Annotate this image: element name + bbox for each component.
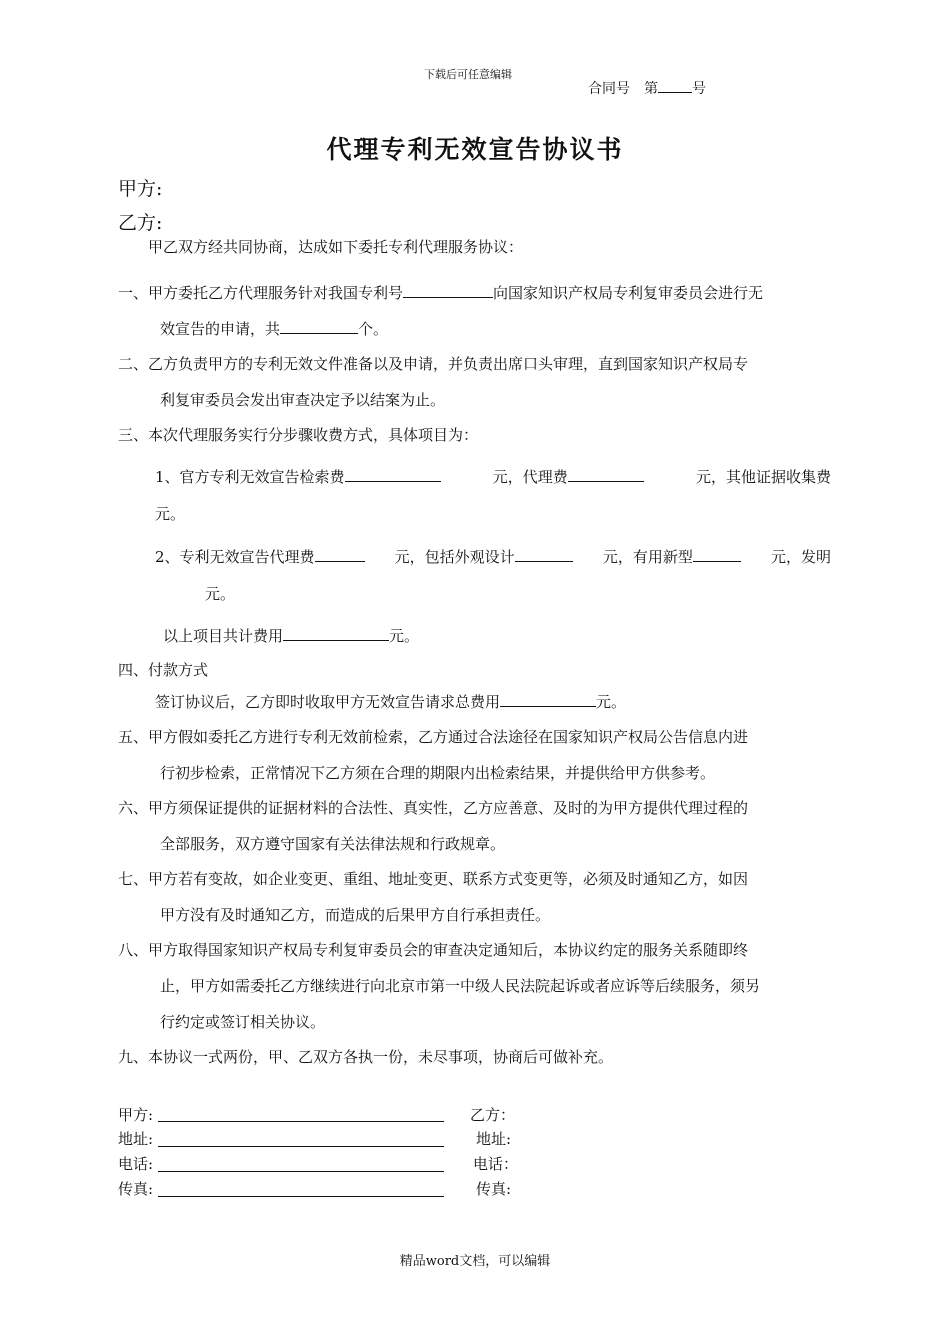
search-fee-blank [345,469,441,482]
clause-3-item-2 [155,546,831,567]
design-fee-blank [515,549,573,562]
document-title: 代理专利无效宣告协议书 [326,135,624,164]
evidence-fee-label: 元，其他证据收集费 [695,468,831,486]
clause-9-line-1: 九、本协议一式两份，甲、乙双方各执一份，未尽事项，协商后可做补充。 [118,1048,614,1066]
invalidation-fee-text: 2、专利无效宣告代理费 [155,548,315,566]
contract-number-prefix: 合同号 第 [588,81,658,97]
clause-5-line-2: 行初步检索，正常情况下乙方须在合理的期限内出检索结果，并提供给甲方供参考。 [160,764,716,782]
clause-7-line-1: 七、甲方若有变故，如企业变更、重组、地址变更、联系方式变更等，必须及时通知乙方，如因 [118,870,749,888]
party-a-label: 甲方: [118,178,163,200]
sign-party-a-line [158,1121,444,1122]
clause-4-line-2 [155,691,626,712]
search-fee-label [155,466,441,487]
contract-number [588,78,706,98]
sign-fax-b-label: 传真: [476,1180,512,1198]
count-blank [280,321,358,334]
clause-2-line-2: 利复审委员会发出审查决定予以结案为止。 [160,391,446,409]
clause-1-text-c: 效宣告的申请，共 [160,320,281,338]
agency-fee-label [493,466,644,487]
sign-address-a-label: 地址: [118,1130,154,1148]
payment-blank [500,694,596,707]
footer-note: 精品word文档，可以编辑 [399,1254,551,1269]
clause-1-text-b: 向国家知识产权局专利复审委员会进行无 [493,284,764,302]
sign-fax-a-label: 传真: [118,1180,154,1198]
search-fee-text: 1、官方专利无效宣告检索费 [155,468,345,486]
clause-1-line-1 [118,282,763,303]
utility-fee-text: 元，有用新型 [602,548,693,566]
clause-3-total [163,625,419,646]
invalidation-fee-blank [315,549,365,562]
clause-1-text-d: 个。 [358,320,389,338]
invalidation-fee-label [155,546,365,567]
agency-fee-blank [568,469,644,482]
design-fee-text: 元，包括外观设计 [394,548,515,566]
clause-8-line-3: 行约定或签订相关协议。 [160,1013,326,1031]
clause-6-line-1: 六、甲方须保证提供的证据材料的合法性、真实性，乙方应善意、及时的为甲方提供代理过程的 [118,799,749,817]
sign-phone-a-line [158,1171,444,1172]
clause-8-line-2: 止，甲方如需委托乙方继续进行向北京市第一中级人民法院起诉或者应诉等后续服务，须另 [160,977,761,995]
payment-unit: 元。 [596,693,627,711]
sign-address-b-label: 地址: [476,1130,512,1148]
agency-fee-text: 元，代理费 [492,468,568,486]
clause-3-line-1: 三、本次代理服务实行分步骤收费方式，具体项目为： [118,426,479,444]
utility-fee-label [603,546,741,567]
total-fee-text: 以上项目共计费用 [163,627,284,645]
clause-8-line-1: 八、甲方取得国家知识产权局专利复审委员会的审查决定通知后，本协议约定的服务关系随即终 [118,941,749,959]
sign-phone-b-label: 电话： [473,1155,519,1173]
clause-1-line-2 [160,318,388,339]
contract-number-blank [658,80,692,93]
utility-fee-blank [693,549,741,562]
total-fee-blank [283,628,389,641]
clause-5-line-1: 五、甲方假如委托乙方进行专利无效前检索，乙方通过合法途径在国家知识产权局公告信息内进 [118,728,749,746]
intro-text: 甲乙双方经共同协商，达成如下委托专利代理服务协议： [148,238,524,256]
total-fee-unit: 元。 [389,627,420,645]
clause-3-item-1 [155,466,831,487]
clause-4-line-1: 四、付款方式 [118,661,209,679]
header-note: 下载后可任意编辑 [424,68,512,81]
patent-number-blank [403,285,493,298]
design-fee-label [395,546,573,567]
clause-2-line-1: 二、乙方负责甲方的专利无效文件准备以及申请，并负责出席口头审理，直到国家知识产权局专 [118,355,749,373]
sign-phone-a-label: 电话: [118,1155,154,1173]
clause-1-text-a: 一、甲方委托乙方代理服务针对我国专利号 [118,284,404,302]
sign-fax-a-line [158,1196,444,1197]
clause-3-item-2-end: 元。 [205,585,236,603]
payment-text: 签订协议后，乙方即时收取甲方无效宣告请求总费用 [155,693,501,711]
sign-party-b-label: 乙方： [470,1106,516,1124]
clause-6-line-2: 全部服务，双方遵守国家有关法律法规和行政规章。 [160,835,506,853]
contract-number-suffix: 号 [692,81,706,97]
invention-fee-label: 元，发明 [770,548,831,566]
clause-3-item-1-end: 元。 [155,505,186,523]
sign-address-a-line [158,1146,444,1147]
sign-party-a-label: 甲方: [118,1106,154,1124]
party-b-label: 乙方: [118,212,163,234]
clause-7-line-2: 甲方没有及时通知乙方，而造成的后果甲方自行承担责任。 [160,906,551,924]
